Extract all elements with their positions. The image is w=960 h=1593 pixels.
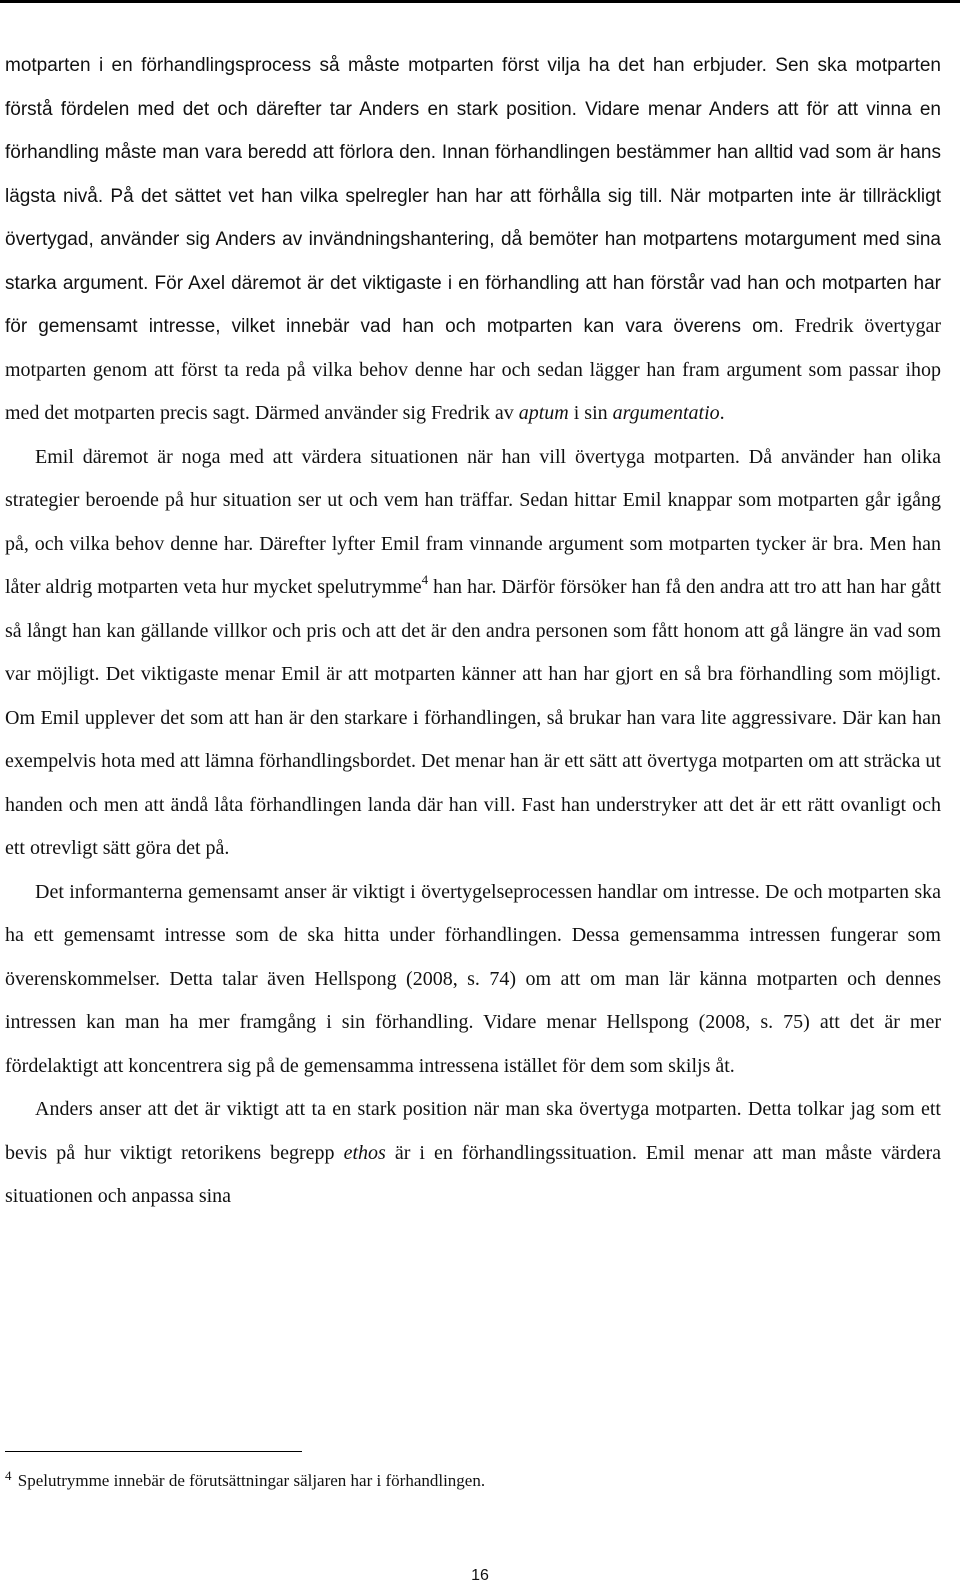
- term-argumentatio: argumentatio: [612, 402, 720, 424]
- paragraph-4-text-a: Anders anser att det är viktigt att ta en stark position när man ska övertyga motparten. Detta tolkar jag som ett bevis på hur viktigt retorikens begrepp: [5, 1098, 941, 1164]
- footnote-separator: [5, 1451, 302, 1452]
- body-text: [5, 44, 941, 1219]
- footnote-number: 4: [5, 1468, 12, 1483]
- paragraph-3: Det informanterna gemensamt anser är viktigt i övertygelseprocessen handlar om intresse. De och motparten ska ha ett gemensamt intresse som de ska hitta under förhandlingen. Dessa gemensamma intressen fungerar som överenskommelser. Detta talar även Hellspong (2008, s. 74) om att om man lär känna motparten och dennes intressen kan man ha mer framgång i sin förhandling. Vidare menar Hellspong (2008, s. 75) att det är mer fördelaktigt att koncentrera sig på de gemensamma intressena istället för dem som skiljs åt.: [5, 880, 941, 1077]
- paragraph-1-serif-text: Fredrik övertygar motparten genom att först ta reda på vilka behov denne har och sedan lägger han fram argument som passar ihop med det motparten precis sagt. Därmed använder sig Fredrik av: [5, 315, 941, 424]
- paragraph-2: [5, 436, 941, 871]
- paragraph-1-sans-text: motparten i en förhandlingsprocess så måste motparten först vilja ha det han erbjuder. Sen ska motparten förstå fördelen med det och därefter tar Anders en stark position. Vidare menar Anders att för att vinna en förhandling måste man vara beredd att förlora den. Innan förhandlingen bestämmer han alltid vad som är hans lägsta nivå. På det sättet vet han vilka spelregler han har att förhålla sig till. När motparten inte är tillräckligt övertygad, använder sig Anders av invändningshantering, då bemöter han motpartens motargument med sina starka argument. För Axel däremot är det viktigaste i en förhandling att han förstår vad han och motparten har för gemensamt intresse, vilket innebär vad han och motparten kan vara överens om.: [5, 55, 941, 337]
- term-aptum: aptum: [518, 402, 569, 424]
- footnote-reference[interactable]: 4: [421, 572, 429, 587]
- paragraph-1: [5, 44, 941, 436]
- footnote: [5, 1464, 925, 1493]
- paragraph-1-end: .: [719, 402, 725, 424]
- paragraph-1-mid-text: i sin: [568, 402, 613, 424]
- term-ethos: ethos: [343, 1141, 386, 1164]
- paragraph-4: [5, 1088, 941, 1219]
- header-rule: [0, 0, 960, 3]
- paragraph-4-text-b: är i en förhandlingssituation. Emil menar att man måste värdera situationen och anpassa sina: [5, 1141, 941, 1207]
- page-number: 16: [471, 1567, 489, 1584]
- paragraph-2-text-b: han har. Därför försöker han få den andra att tro att han har gått så långt han kan gällande villkor och pris och att det är den andra personen som fått honom att gå längre än vad som var möjligt. Det viktigaste menar Emil är att motparten känner att han har gjort en så bra förhandling som möjligt. Om Emil upplever det som att han är den starkare i förhandlingen, så brukar han vara lite aggressivare. Där kan han exempelvis hota med att lämna förhandlingsbordet. Det menar han är ett sätt att övertyga motparten om att sträcka ut handen och men att ändå låta förhandlingen landa där han vill. Fast han understryker att det är ett rätt ovanligt och ett otrevligt sätt göra det på.: [5, 576, 941, 859]
- footnote-text: Spelutrymme innebär de förutsättningar säljaren har i förhandlingen.: [13, 1471, 486, 1490]
- paragraph-2-text-a: Emil däremot är noga med att värdera situationen när han vill övertyga motparten. Då använder han olika strategier beroende på hur situation ser ut och vem han träffar. Sedan hittar Emil knappar som motparten går igång på, och vilka behov denne har. Därefter lyfter Emil fram vinnande argument som motparten tycker är bra. Men han låter aldrig motparten veta hur mycket spelutrymme: [5, 445, 941, 598]
